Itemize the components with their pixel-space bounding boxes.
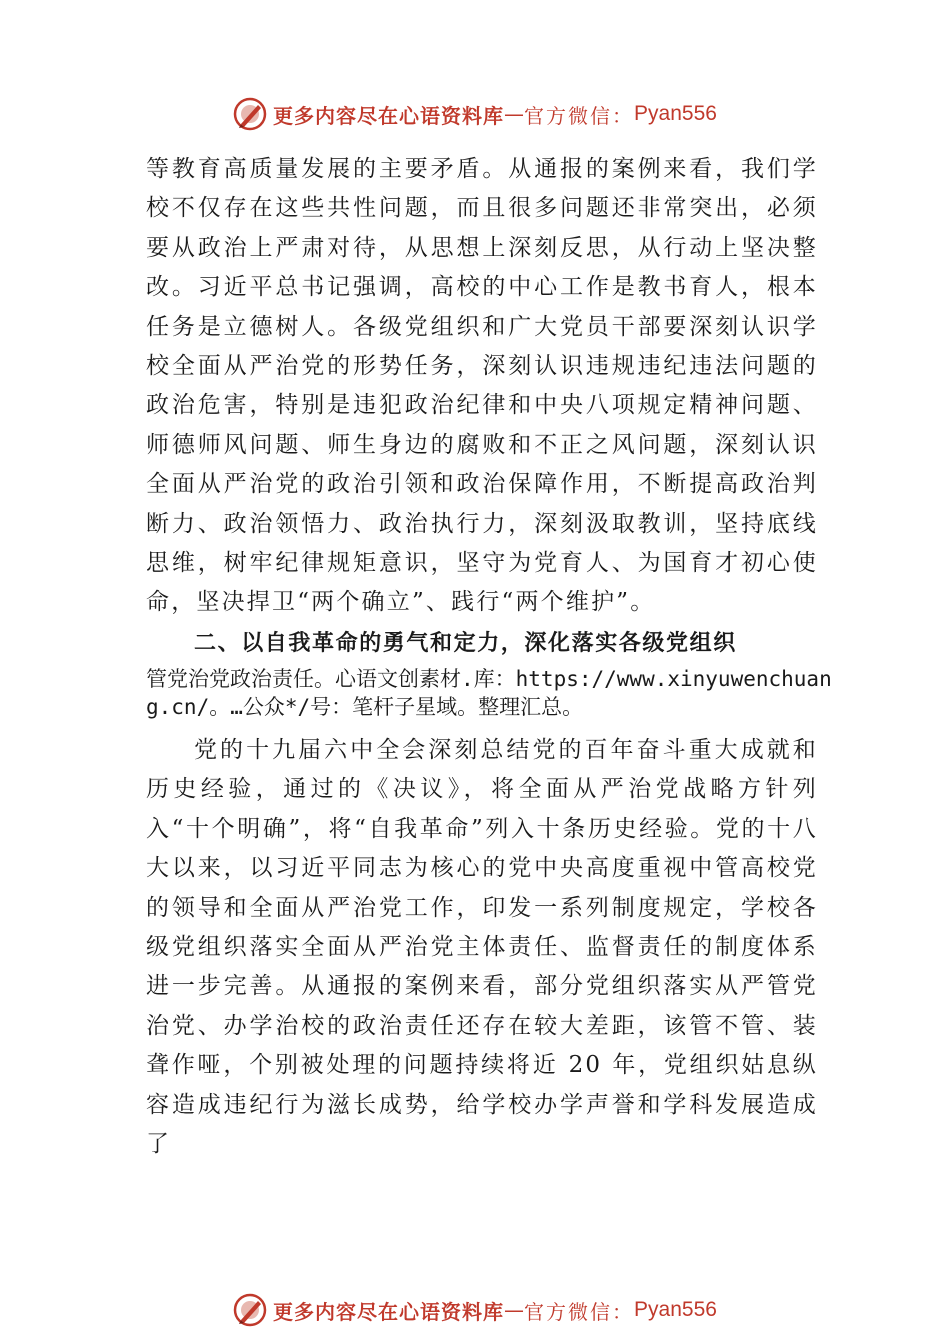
header-banner <box>0 94 950 134</box>
banner-brand-text: 更多内容尽在心语资料库 <box>273 103 505 128</box>
banner-separator: — <box>504 102 525 126</box>
footer-banner <box>0 1290 950 1330</box>
source-note: 管党治党政治责任。心语文创素材.库：https://www.xinyuwenchuang.cn/。…公众*/号：笔杆子星域。整理汇总。 <box>146 666 832 719</box>
pen-logo-icon <box>233 1293 267 1327</box>
banner-separator: — <box>504 1298 525 1322</box>
banner-brand-text: 更多内容尽在心语资料库 <box>273 1299 505 1324</box>
paragraph-section-2: 党的十九届六中全会深刻总结党的百年奋斗重大成就和历史经验，通过的《决议》，将全面从严治党战略方针列入“十个明确”，将“自我革命”列入十条历史经验。党的十八大以来，以习近平同志为核心的党中央高度重视中管高校党的领导和全面从严治党工作，印发一系列制度规定，学校各级党组织落实全面从严治党主体责任、监督责任的制度体系进一步完善。从通报的案例来看，部分党组织落实从严管党治党、办学治校的政治责任还存在较大差距，该管不管、装聋作哑，个别被处理的问题持续将近 20 年，党组织姑息纵容造成违纪行为滋长成势，给学校办学声誉和学科发展造成了 <box>146 736 818 1157</box>
banner-wechat-id: Pyan556 <box>634 102 717 125</box>
banner-official-label: 官方微信： <box>524 1299 635 1324</box>
banner-official-label: 官方微信： <box>524 103 635 128</box>
document-body <box>146 150 832 1164</box>
paragraph-continued: 等教育高质量发展的主要矛盾。从通报的案例来看，我们学校不仅存在这些共性问题，而且很多问题还非常突出，必须要从政治上严肃对待，从思想上深刻反思，从行动上坚决整改。习近平总书记强调，高校的中心工作是教书育人，根本任务是立德树人。各级党组织和广大党员干部要深刻认识学校全面从严治党的形势任务，深刻认识违规违纪违法问题的政治危害，特别是违犯政治纪律和中央八项规定精神问题、 师德师风问题、师生身边的腐败和不正之风问题，深刻认识全面从严治党的政治引领和政治保障作用，不断提高政治判断力、政治领悟力、政治执行力，深刻汲取教训，坚持底线思维，树牢纪律规矩意识，坚守为党育人、为国育才初心使命，坚决捍卫“两个确立”、践行“两个维护”。 <box>146 156 818 616</box>
pen-logo-icon <box>233 97 267 131</box>
section-heading-2: 二、以自我革命的勇气和定力，深化落实各级党组织 <box>194 630 737 656</box>
banner-wechat-id: Pyan556 <box>634 1298 717 1321</box>
